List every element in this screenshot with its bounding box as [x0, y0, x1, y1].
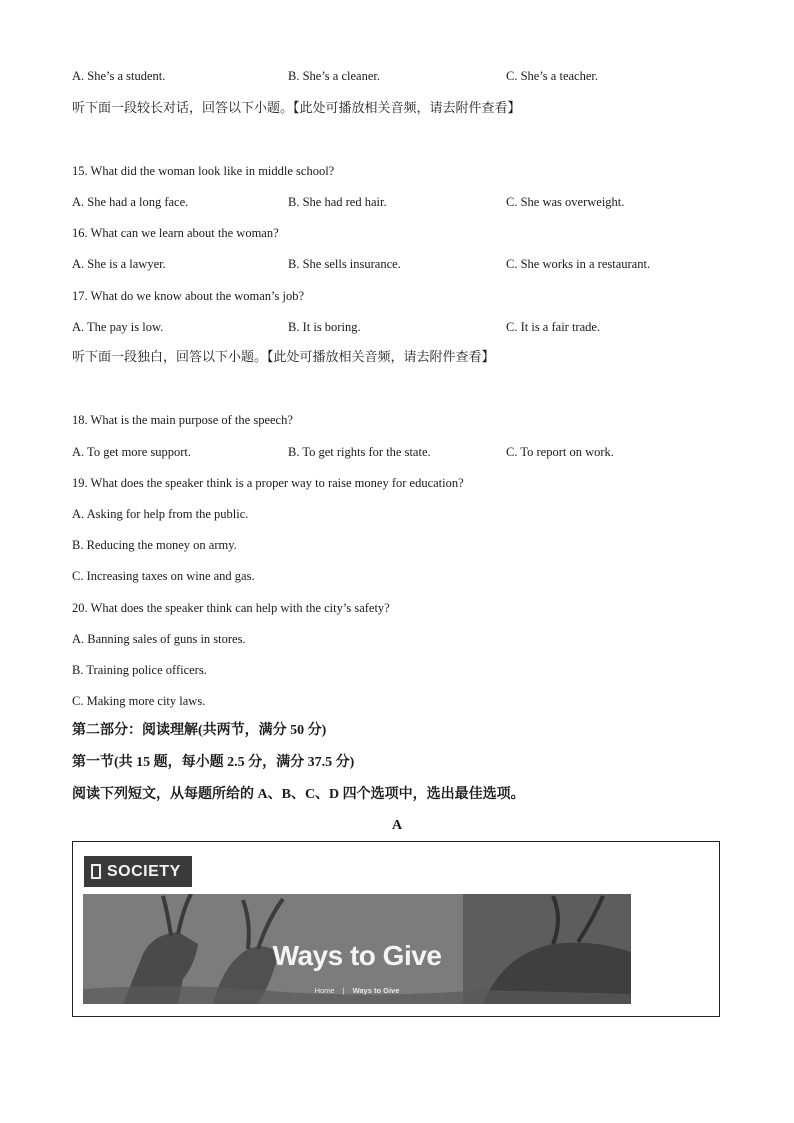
q14-option-a: A. She’s a student.: [72, 69, 166, 83]
q20-option-a: A. Banning sales of guns in stores.: [72, 632, 246, 646]
ways-to-give-banner: [83, 894, 631, 1004]
banner-title: Ways to Give: [272, 940, 442, 971]
society-logo-text: SOCIETY: [107, 862, 181, 880]
q17-stem: 17. What do we know about the woman’s job?: [72, 289, 305, 303]
q20-stem: 20. What does the speaker think can help with the city’s safety?: [72, 601, 390, 615]
q18-option-a: A. To get more support.: [72, 445, 192, 459]
passage-image-frame: [72, 841, 720, 1017]
q19-option-b: B. Reducing the money on army.: [72, 538, 237, 552]
q20-option-c: C. Making more city laws.: [72, 694, 206, 708]
breadcrumb: [83, 986, 631, 995]
part2-heading: 第二部分：阅读理解(共两节，满分 50 分): [72, 723, 327, 738]
q17-option-b: B. It is boring.: [288, 320, 361, 334]
q14-option-c: C. She’s a teacher.: [506, 69, 598, 83]
q16-option-a: A. She is a lawyer.: [72, 257, 166, 271]
q17-option-a: A. The pay is low.: [72, 320, 164, 334]
breadcrumb-current: Ways to Give: [352, 986, 400, 995]
q17-option-c: C. It is a fair trade.: [506, 320, 601, 334]
reading-directions: 阅读下列短文，从每题所给的 A、B、C、D 四个选项中，选出最佳选项。: [72, 787, 525, 802]
q19-option-c: C. Increasing taxes on wine and gas.: [72, 569, 255, 583]
monologue-instruction: 听下面一段独白，回答以下小题。【此处可播放相关音频，请去附件查看】: [72, 349, 495, 364]
breadcrumb-home[interactable]: Home: [314, 986, 335, 995]
q16-option-c: C. She works in a restaurant.: [506, 257, 651, 271]
q15-option-c: C. She was overweight.: [506, 195, 625, 209]
q20-option-b: B. Training police officers.: [72, 663, 207, 677]
breadcrumb-separator: |: [342, 986, 345, 995]
q19-option-a: A. Asking for help from the public.: [72, 507, 249, 521]
q18-option-b: B. To get rights for the state.: [288, 445, 431, 459]
passage-label: A: [391, 818, 403, 833]
dialogue-instruction: 听下面一段较长对话，回答以下小题。【此处可播放相关音频，请去附件查看】: [72, 100, 521, 115]
society-logo: [84, 856, 192, 887]
q19-stem: 19. What does the speaker think is a proper way to raise money for education?: [72, 476, 464, 490]
q15-stem: 15. What did the woman look like in middle school?: [72, 164, 335, 178]
logo-frame-icon: [91, 864, 101, 879]
q16-option-b: B. She sells insurance.: [288, 257, 401, 271]
q16-stem: 16. What can we learn about the woman?: [72, 226, 279, 240]
section1-heading: 第一节(共 15 题，每小题 2.5 分，满分 37.5 分): [72, 755, 355, 770]
q15-option-b: B. She had red hair.: [288, 195, 387, 209]
q18-option-c: C. To report on work.: [506, 445, 614, 459]
q18-stem: 18. What is the main purpose of the speech?: [72, 413, 293, 427]
q14-option-b: B. She’s a cleaner.: [288, 69, 380, 83]
q15-option-a: A. She had a long face.: [72, 195, 189, 209]
